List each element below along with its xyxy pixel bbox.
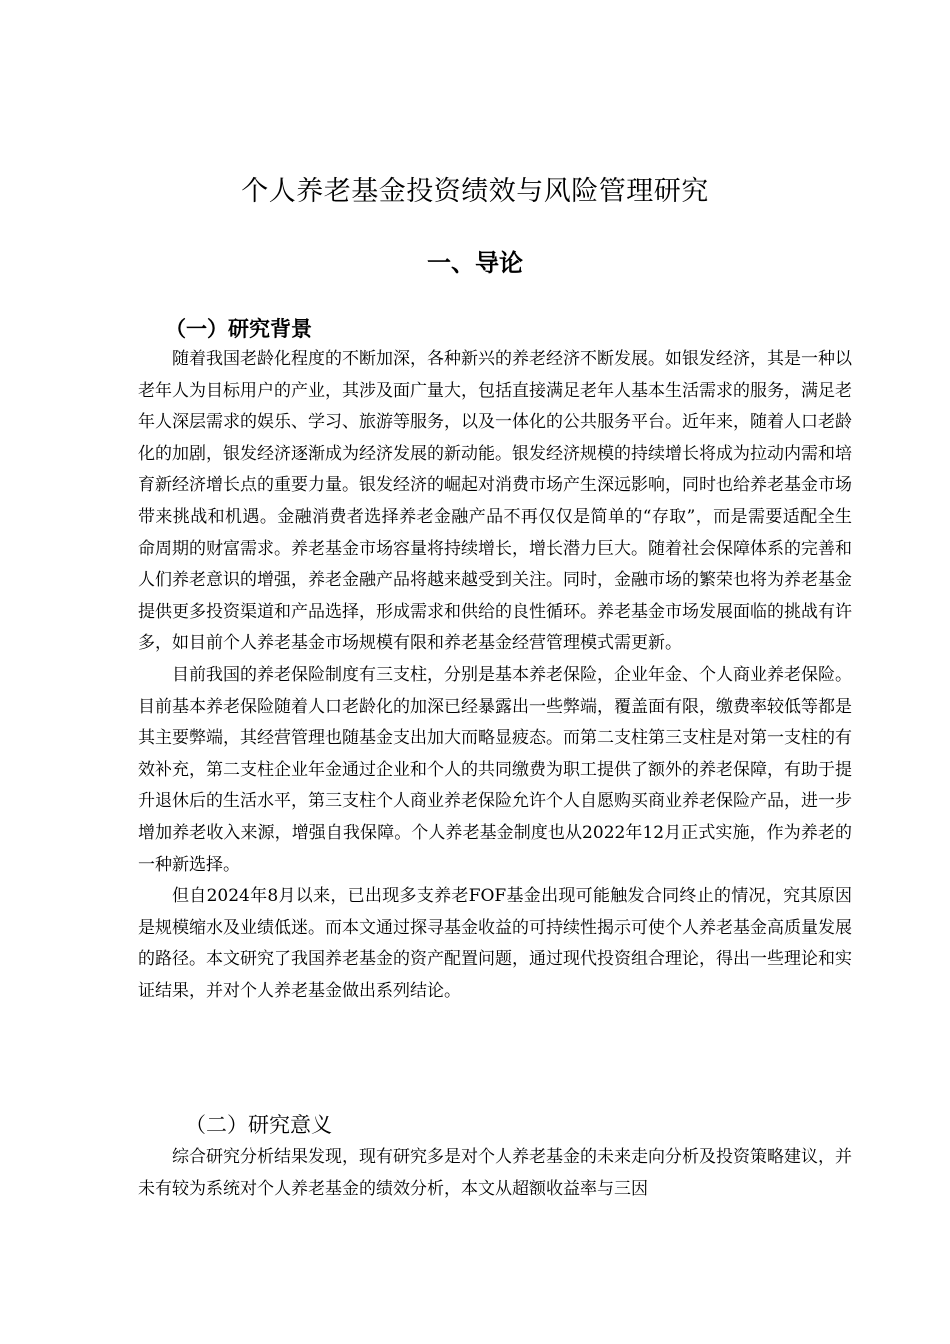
paragraph: 目前我国的养老保险制度有三支柱，分别是基本养老保险，企业年金、个人商业养老保险。目前基本养老保险随着人口老龄化的加深已经暴露出一些弊端，覆盖面有限，缴费率较低等都是其主要弊端，其经营管理也随基金支出加大而略显疲态。而第二支柱第三支柱是对第一支柱的有效补充，第二支柱企业年金通过企业和个人的共同缴费为职工提供了额外的养老保障，有助于提升退休后的生活水平，第三支柱个人商业养老保险允许个人自愿购买商业养老保险产品，进一步增加养老收入来源，增强自我保障。个人养老基金制度也从2022年12月正式实施，作为养老的一种新选择。 <box>138 664 852 875</box>
section-heading-research-background: （一）研究背景 <box>165 317 312 341</box>
section-body-research-significance <box>138 1142 852 1205</box>
paragraph: 随着我国老龄化程度的不断加深，各种新兴的养老经济不断发展。如银发经济，其是一种以老年人为目标用户的产业，其涉及面广量大，包括直接满足老年人基本生活需求的服务，满足老年人深层需求的娱乐、学习、旅游等服务，以及一体化的公共服务平台。近年来，随着人口老龄化的加剧，银发经济逐渐成为经济发展的新动能。银发经济规模的持续增长将成为拉动内需和培育新经济增长点的重要力量。银发经济的崛起对消费市场产生深远影响，同时也给养老基金市场带来挑战和机遇。金融消费者选择养老金融产品不再仅仅是简单的“存取”，而是需要适配全生命周期的财富需求。养老基金市场容量将持续增长，增长潜力巨大。随着社会保障体系的完善和人们养老意识的增强，养老金融产品将越来越受到关注。同时，金融市场的繁荣也将为养老基金提供更多投资渠道和产品选择，形成需求和供给的良性循环。养老基金市场发展面临的挑战有许多，如目前个人养老基金市场规模有限和养老基金经营管理模式需更新。 <box>138 349 852 654</box>
chapter-heading: 一、导论 <box>427 249 523 277</box>
paragraph: 但自2024年8月以来，已出现多支养老FOF基金出现可能触发合同终止的情况，究其原因是规模缩水及业绩低迷。而本文通过探寻基金收益的可持续性揭示可使个人养老基金高质量发展的路径。本文研究了我国养老基金的资产配置问题，通过现代投资组合理论，得出一些理论和实证结果，并对个人养老基金做出系列结论。 <box>138 886 852 1001</box>
paragraph: 综合研究分析结果发现，现有研究多是对个人养老基金的未来走向分析及投资策略建议，并未有较为系统对个人养老基金的绩效分析，本文从超额收益率与三因 <box>138 1147 852 1199</box>
section-heading-research-significance: （二）研究意义 <box>185 1113 332 1137</box>
document-title: 个人养老基金投资绩效与风险管理研究 <box>241 176 709 207</box>
section-body-research-background <box>138 344 852 1007</box>
